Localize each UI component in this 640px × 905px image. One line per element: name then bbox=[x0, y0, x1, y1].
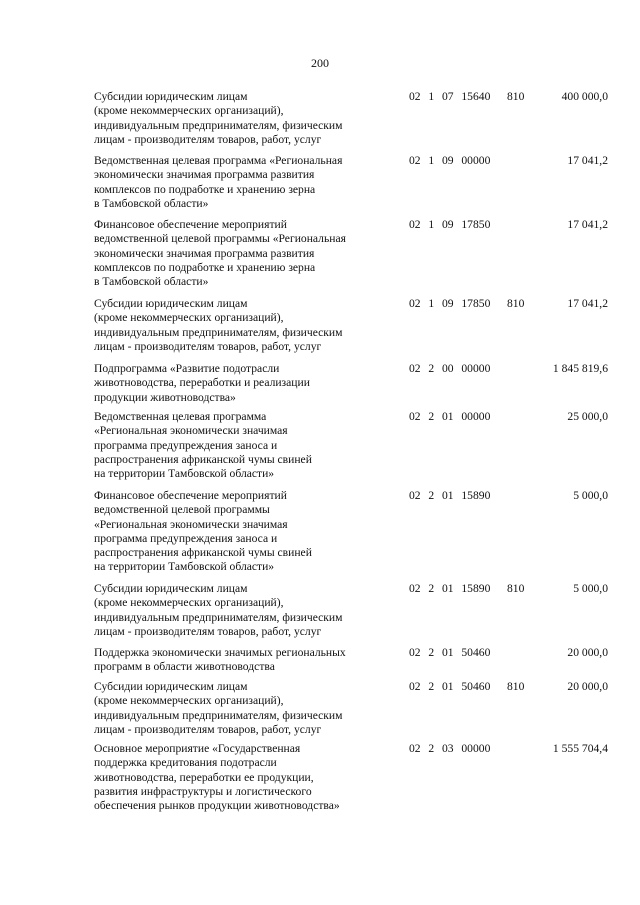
row-amount: 1 555 704,4 bbox=[552, 742, 608, 755]
table-row bbox=[0, 90, 640, 146]
row-type: 810 bbox=[507, 297, 525, 310]
row-name: Основное мероприятие «Государственная поддержка кредитования подотрасли животноводства, переработки ее продукции, развития инфраструктуры и логистического обеспечения рынков продукции животноводства» bbox=[94, 742, 340, 813]
row-amount: 5 000,0 bbox=[573, 489, 608, 502]
row-code: 02 2 01 50460 bbox=[409, 680, 491, 693]
table-row bbox=[0, 297, 640, 353]
row-name: Поддержка экономически значимых региональных программ в области животноводства bbox=[94, 646, 346, 674]
row-code: 02 2 01 15890 bbox=[409, 582, 491, 595]
row-name: Финансовое обеспечение мероприятий ведомственной целевой программы «Региональная экономически значимая программа развития комплексов по подработке и хранению зерна в Тамбовской области» bbox=[94, 218, 346, 289]
row-name: Подпрограмма «Развитие подотрасли животноводства, переработки и реализации продукции животноводства» bbox=[94, 362, 310, 404]
row-amount: 5 000,0 bbox=[573, 582, 608, 595]
row-amount: 400 000,0 bbox=[561, 90, 608, 103]
table-row bbox=[0, 218, 640, 289]
table-row bbox=[0, 489, 640, 574]
row-name: Ведомственная целевая программа «Региональная экономически значимая программа развития комплексов по подработке и хранению зерна в Тамбовской области» bbox=[94, 154, 343, 210]
row-type: 810 bbox=[507, 582, 525, 595]
row-code: 02 1 09 17850 bbox=[409, 297, 491, 310]
row-code: 02 2 01 50460 bbox=[409, 646, 491, 659]
table-row bbox=[0, 680, 640, 736]
page-number: 200 bbox=[311, 56, 329, 70]
row-name: Ведомственная целевая программа «Региональная экономически значимая программа предупреждения заноса и распространения африканской чумы свиней на территории Тамбовской области» bbox=[94, 410, 312, 481]
row-amount: 1 845 819,6 bbox=[552, 362, 608, 375]
row-name: Финансовое обеспечение мероприятий ведомственной целевой программы «Региональная экономически значимая программа предупреждения заноса и распространения африканской чумы свиней на территории Тамбовской области» bbox=[94, 489, 312, 574]
table-row bbox=[0, 646, 640, 674]
row-code: 02 1 07 15640 bbox=[409, 90, 491, 103]
row-code: 02 2 00 00000 bbox=[409, 362, 491, 375]
row-name: Субсидии юридическим лицам (кроме некоммерческих организаций), индивидуальным предпринимателям, физическим лицам - производителям товаров, работ, услуг bbox=[94, 90, 343, 146]
row-code: 02 1 09 00000 bbox=[409, 154, 491, 167]
table-row bbox=[0, 742, 640, 813]
row-name: Субсидии юридическим лицам (кроме некоммерческих организаций), индивидуальным предпринимателям, физическим лицам - производителям товаров, работ, услуг bbox=[94, 297, 343, 353]
table-row bbox=[0, 582, 640, 638]
row-type: 810 bbox=[507, 680, 525, 693]
row-amount: 17 041,2 bbox=[567, 218, 608, 231]
row-amount: 17 041,2 bbox=[567, 297, 608, 310]
row-amount: 17 041,2 bbox=[567, 154, 608, 167]
row-code: 02 2 01 00000 bbox=[409, 410, 491, 423]
table-row bbox=[0, 410, 640, 481]
row-name: Субсидии юридическим лицам (кроме некоммерческих организаций), индивидуальным предпринимателям, физическим лицам - производителям товаров, работ, услуг bbox=[94, 582, 343, 638]
row-amount: 20 000,0 bbox=[567, 680, 608, 693]
row-type: 810 bbox=[507, 90, 525, 103]
table-row bbox=[0, 154, 640, 210]
row-code: 02 2 01 15890 bbox=[409, 489, 491, 502]
row-amount: 25 000,0 bbox=[567, 410, 608, 423]
row-code: 02 1 09 17850 bbox=[409, 218, 491, 231]
table-row bbox=[0, 362, 640, 404]
row-name: Субсидии юридическим лицам (кроме некоммерческих организаций), индивидуальным предпринимателям, физическим лицам - производителям товаров, работ, услуг bbox=[94, 680, 343, 736]
row-amount: 20 000,0 bbox=[567, 646, 608, 659]
row-code: 02 2 03 00000 bbox=[409, 742, 491, 755]
